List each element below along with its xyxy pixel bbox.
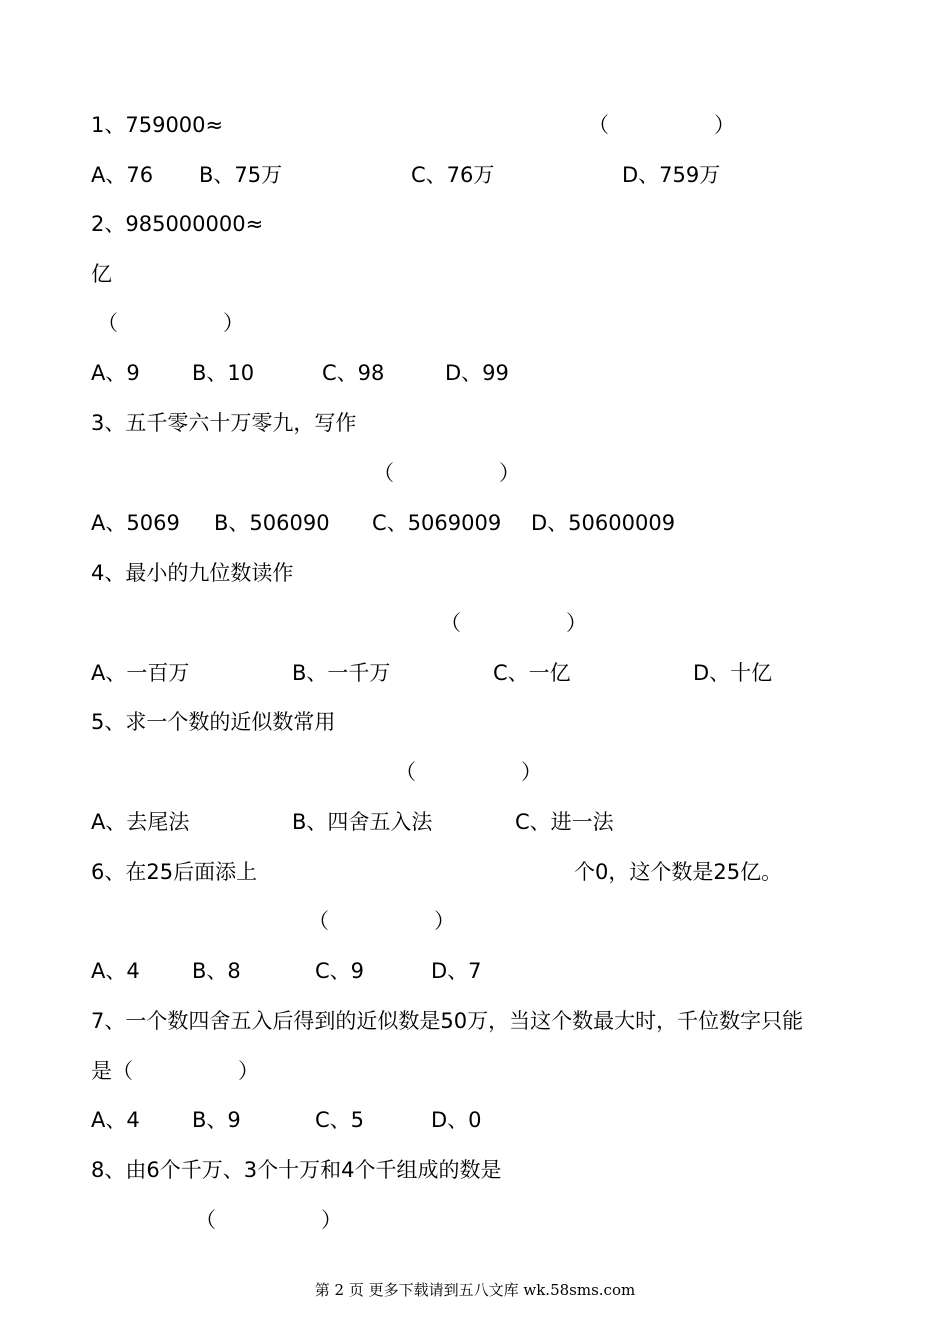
q3-option-a: A、5069: [91, 511, 180, 535]
q2-option-b: B、10: [192, 361, 255, 385]
q1-option-a: A、76: [91, 163, 154, 187]
q3-option-c: C、5069009: [372, 511, 502, 535]
q1-answer-blank[interactable]: （ ）: [588, 113, 735, 137]
q1-option-c: C、76万: [411, 163, 495, 187]
q4-stem: 4、最小的九位数读作: [91, 561, 294, 585]
q8-stem: 8、由6个千万、3个十万和4个千组成的数是: [91, 1158, 502, 1182]
q5-option-c: C、进一法: [515, 810, 614, 834]
q7-option-a: A、4: [91, 1108, 140, 1132]
q2-option-a: A、9: [91, 361, 140, 385]
q5-option-b: B、四舍五入法: [292, 810, 433, 834]
q1-stem: 1、759000≈: [91, 113, 224, 137]
q4-option-c: C、一亿: [493, 661, 571, 685]
q8-answer-blank[interactable]: （ ）: [195, 1208, 342, 1232]
q6-option-d: D、7: [431, 959, 482, 983]
q2-option-c: C、98: [322, 361, 385, 385]
q5-option-a: A、去尾法: [91, 810, 190, 834]
q4-option-d: D、十亿: [693, 661, 773, 685]
q3-option-d: D、50600009: [531, 511, 676, 535]
q7-option-c: C、5: [315, 1108, 365, 1132]
q6-option-a: A、4: [91, 959, 140, 983]
q4-option-a: A、一百万: [91, 661, 190, 685]
q3-stem: 3、五千零六十万零九，写作: [91, 411, 357, 435]
q6-option-c: C、9: [315, 959, 365, 983]
q7-stem-cont: 是（ ）: [91, 1059, 259, 1083]
q5-answer-blank[interactable]: （ ）: [395, 760, 542, 784]
q2-answer-blank[interactable]: （ ）: [97, 311, 244, 335]
q4-answer-blank[interactable]: （ ）: [440, 611, 587, 635]
q6-stem: 6、在25后面添上: [91, 860, 258, 884]
q5-stem: 5、求一个数的近似数常用: [91, 710, 336, 734]
q7-stem: 7、一个数四舍五入后得到的近似数是50万，当这个数最大时，千位数字只能: [91, 1009, 804, 1033]
q6-option-b: B、8: [192, 959, 241, 983]
q6-stem-cont: 个0，这个数是25亿。: [574, 860, 783, 884]
q2-stem: 2、985000000≈: [91, 212, 264, 236]
q1-option-d: D、759万: [622, 163, 721, 187]
q3-answer-blank[interactable]: （ ）: [373, 461, 520, 485]
q3-option-b: B、506090: [214, 511, 330, 535]
page-footer: 第 2 页 更多下载请到五八文库 wk.58sms.com: [314, 1281, 636, 1299]
q2-option-d: D、99: [445, 361, 509, 385]
q2-stem-cont: 亿: [91, 262, 112, 286]
q7-option-b: B、9: [192, 1108, 241, 1132]
q6-answer-blank[interactable]: （ ）: [308, 909, 455, 933]
q7-option-d: D、0: [431, 1108, 482, 1132]
q4-option-b: B、一千万: [292, 661, 391, 685]
q1-option-b: B、75万: [199, 163, 283, 187]
